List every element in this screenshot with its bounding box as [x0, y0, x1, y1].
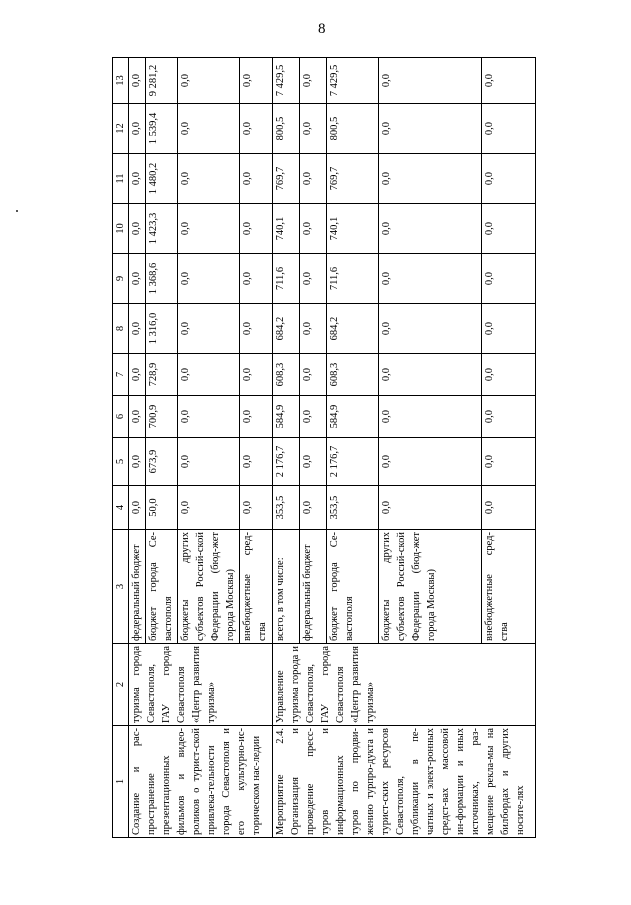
- amount-cell: 584,9: [327, 396, 379, 438]
- amount-cell: 0,0: [129, 486, 145, 530]
- amount-cell: 2 176,7: [273, 438, 300, 486]
- amount-cell: 769,7: [327, 154, 379, 204]
- amount-cell: 684,2: [327, 304, 379, 354]
- total-cell: 0,0: [300, 58, 327, 104]
- amount-cell: 711,6: [327, 254, 379, 304]
- activity-cell: Мероприятие 2.4. Организация и проведение пресс-туров и информационных туров по продви-жению турпро-дукта и турист-ских ресурсов Севастополя, публикации в пе-чатных и элект-ронных средст-вах массовой ин-формации и иных источниках, раз-мещение рекла-мы на билбордах и других носите-лях: [273, 726, 536, 838]
- amount-cell: 0,0: [481, 254, 535, 304]
- amount-cell: 0,0: [379, 486, 482, 530]
- amount-cell: 673,9: [145, 438, 177, 486]
- amount-cell: 0,0: [240, 104, 273, 154]
- funding-source-cell: федеральный бюджет: [129, 530, 145, 644]
- column-number: 1: [113, 726, 129, 838]
- column-number: 7: [113, 354, 129, 396]
- amount-cell: 0,0: [379, 204, 482, 254]
- amount-cell: 800,5: [273, 104, 300, 154]
- funding-source-cell: бюджеты других субъектов Россий-ской Федерации (бюд-жет города Москвы): [379, 530, 482, 644]
- amount-cell: 0,0: [129, 104, 145, 154]
- amount-cell: 0,0: [129, 438, 145, 486]
- amount-cell: 0,0: [300, 304, 327, 354]
- funding-source-cell: бюджет города Се-вастополя: [145, 530, 177, 644]
- total-cell: 7 429,5: [273, 58, 300, 104]
- column-number: 10: [113, 204, 129, 254]
- amount-cell: 0,0: [240, 396, 273, 438]
- column-number: 2: [113, 644, 129, 726]
- amount-cell: 684,2: [273, 304, 300, 354]
- table-row: [273, 58, 300, 838]
- amount-cell: 0,0: [129, 396, 145, 438]
- amount-cell: 608,3: [273, 354, 300, 396]
- amount-cell: 0,0: [240, 304, 273, 354]
- amount-cell: 0,0: [300, 354, 327, 396]
- amount-cell: 0,0: [177, 486, 240, 530]
- amount-cell: 728,9: [145, 354, 177, 396]
- total-cell: 0,0: [177, 58, 240, 104]
- amount-cell: 0,0: [129, 304, 145, 354]
- amount-cell: 0,0: [379, 104, 482, 154]
- column-number: 3: [113, 530, 129, 644]
- amount-cell: 0,0: [177, 154, 240, 204]
- executor-cell: туризма города Севастополя, ГАУ города Севастополя «Центр развития туризма»: [129, 644, 273, 726]
- column-number: 11: [113, 154, 129, 204]
- amount-cell: 353,5: [273, 486, 300, 530]
- amount-cell: 0,0: [240, 354, 273, 396]
- column-number: 8: [113, 304, 129, 354]
- amount-cell: 0,0: [379, 354, 482, 396]
- rotated-table-wrapper: [112, 58, 536, 838]
- column-number: 5: [113, 438, 129, 486]
- amount-cell: 0,0: [240, 438, 273, 486]
- table-row: [129, 58, 145, 838]
- amount-cell: 0,0: [481, 154, 535, 204]
- amount-cell: 0,0: [481, 104, 535, 154]
- amount-cell: 0,0: [379, 396, 482, 438]
- amount-cell: 0,0: [177, 438, 240, 486]
- funding-source-cell: внебюджетные сред-ства: [481, 530, 535, 644]
- amount-cell: 353,5: [327, 486, 379, 530]
- amount-cell: 1 480,2: [145, 154, 177, 204]
- amount-cell: 0,0: [300, 254, 327, 304]
- amount-cell: 711,6: [273, 254, 300, 304]
- total-cell: 0,0: [129, 58, 145, 104]
- amount-cell: 740,1: [273, 204, 300, 254]
- funding-source-cell: бюджеты других субъектов Россий-ской Федерации (бюд-жет города Москвы): [177, 530, 240, 644]
- amount-cell: 0,0: [300, 438, 327, 486]
- amount-cell: 0,0: [300, 154, 327, 204]
- amount-cell: 0,0: [240, 254, 273, 304]
- column-number-row: [113, 58, 129, 838]
- total-cell: 0,0: [379, 58, 482, 104]
- amount-cell: 0,0: [379, 438, 482, 486]
- amount-cell: 0,0: [300, 396, 327, 438]
- amount-cell: 0,0: [240, 486, 273, 530]
- amount-cell: 0,0: [379, 154, 482, 204]
- column-number: 9: [113, 254, 129, 304]
- column-number: 13: [113, 58, 129, 104]
- total-cell: 7 429,5: [327, 58, 379, 104]
- page-number: 8: [318, 21, 326, 37]
- amount-cell: 1 423,3: [145, 204, 177, 254]
- funding-source-cell: федеральный бюджет: [300, 530, 327, 644]
- amount-cell: 0,0: [379, 304, 482, 354]
- column-number: 12: [113, 104, 129, 154]
- total-cell: 0,0: [240, 58, 273, 104]
- amount-cell: 740,1: [327, 204, 379, 254]
- amount-cell: 0,0: [177, 396, 240, 438]
- amount-cell: 700,9: [145, 396, 177, 438]
- amount-cell: 1 368,6: [145, 254, 177, 304]
- amount-cell: 0,0: [481, 486, 535, 530]
- amount-cell: 0,0: [129, 254, 145, 304]
- amount-cell: 0,0: [240, 204, 273, 254]
- amount-cell: 0,0: [177, 254, 240, 304]
- amount-cell: 769,7: [273, 154, 300, 204]
- amount-cell: 0,0: [481, 438, 535, 486]
- amount-cell: 0,0: [177, 104, 240, 154]
- scan-speck: [16, 210, 18, 212]
- amount-cell: 0,0: [300, 104, 327, 154]
- amount-cell: 0,0: [481, 354, 535, 396]
- amount-cell: 0,0: [300, 486, 327, 530]
- amount-cell: 608,3: [327, 354, 379, 396]
- total-cell: 0,0: [481, 58, 535, 104]
- amount-cell: 0,0: [129, 204, 145, 254]
- amount-cell: 0,0: [129, 354, 145, 396]
- activity-cell: Создание и рас-пространение презентационных фильмов и видео-роликов о турист-ской привлека-тельности города Севастополя и его культурно-ис-торическом нас-ледии: [129, 726, 273, 838]
- amount-cell: 0,0: [177, 204, 240, 254]
- funding-source-cell: внебюджетные сред-ства: [240, 530, 273, 644]
- amount-cell: 1 316,0: [145, 304, 177, 354]
- amount-cell: 800,5: [327, 104, 379, 154]
- amount-cell: 0,0: [300, 204, 327, 254]
- amount-cell: 0,0: [379, 254, 482, 304]
- amount-cell: 0,0: [177, 304, 240, 354]
- executor-cell: Управление туризма города и Севастополя, ГАУ города Севастополя «Центр развития туризма»: [273, 644, 536, 726]
- total-cell: 9 281,2: [145, 58, 177, 104]
- budget-table: [112, 57, 536, 838]
- amount-cell: 0,0: [177, 354, 240, 396]
- column-number: 4: [113, 486, 129, 530]
- amount-cell: 0,0: [481, 204, 535, 254]
- funding-source-cell: бюджет города Се-вастополя: [327, 530, 379, 644]
- amount-cell: 2 176,7: [327, 438, 379, 486]
- amount-cell: 584,9: [273, 396, 300, 438]
- amount-cell: 50,0: [145, 486, 177, 530]
- amount-cell: 0,0: [481, 304, 535, 354]
- amount-cell: 1 539,4: [145, 104, 177, 154]
- amount-cell: 0,0: [129, 154, 145, 204]
- funding-source-cell: всего, в том числе:: [273, 530, 300, 644]
- column-number: 6: [113, 396, 129, 438]
- amount-cell: 0,0: [240, 154, 273, 204]
- amount-cell: 0,0: [481, 396, 535, 438]
